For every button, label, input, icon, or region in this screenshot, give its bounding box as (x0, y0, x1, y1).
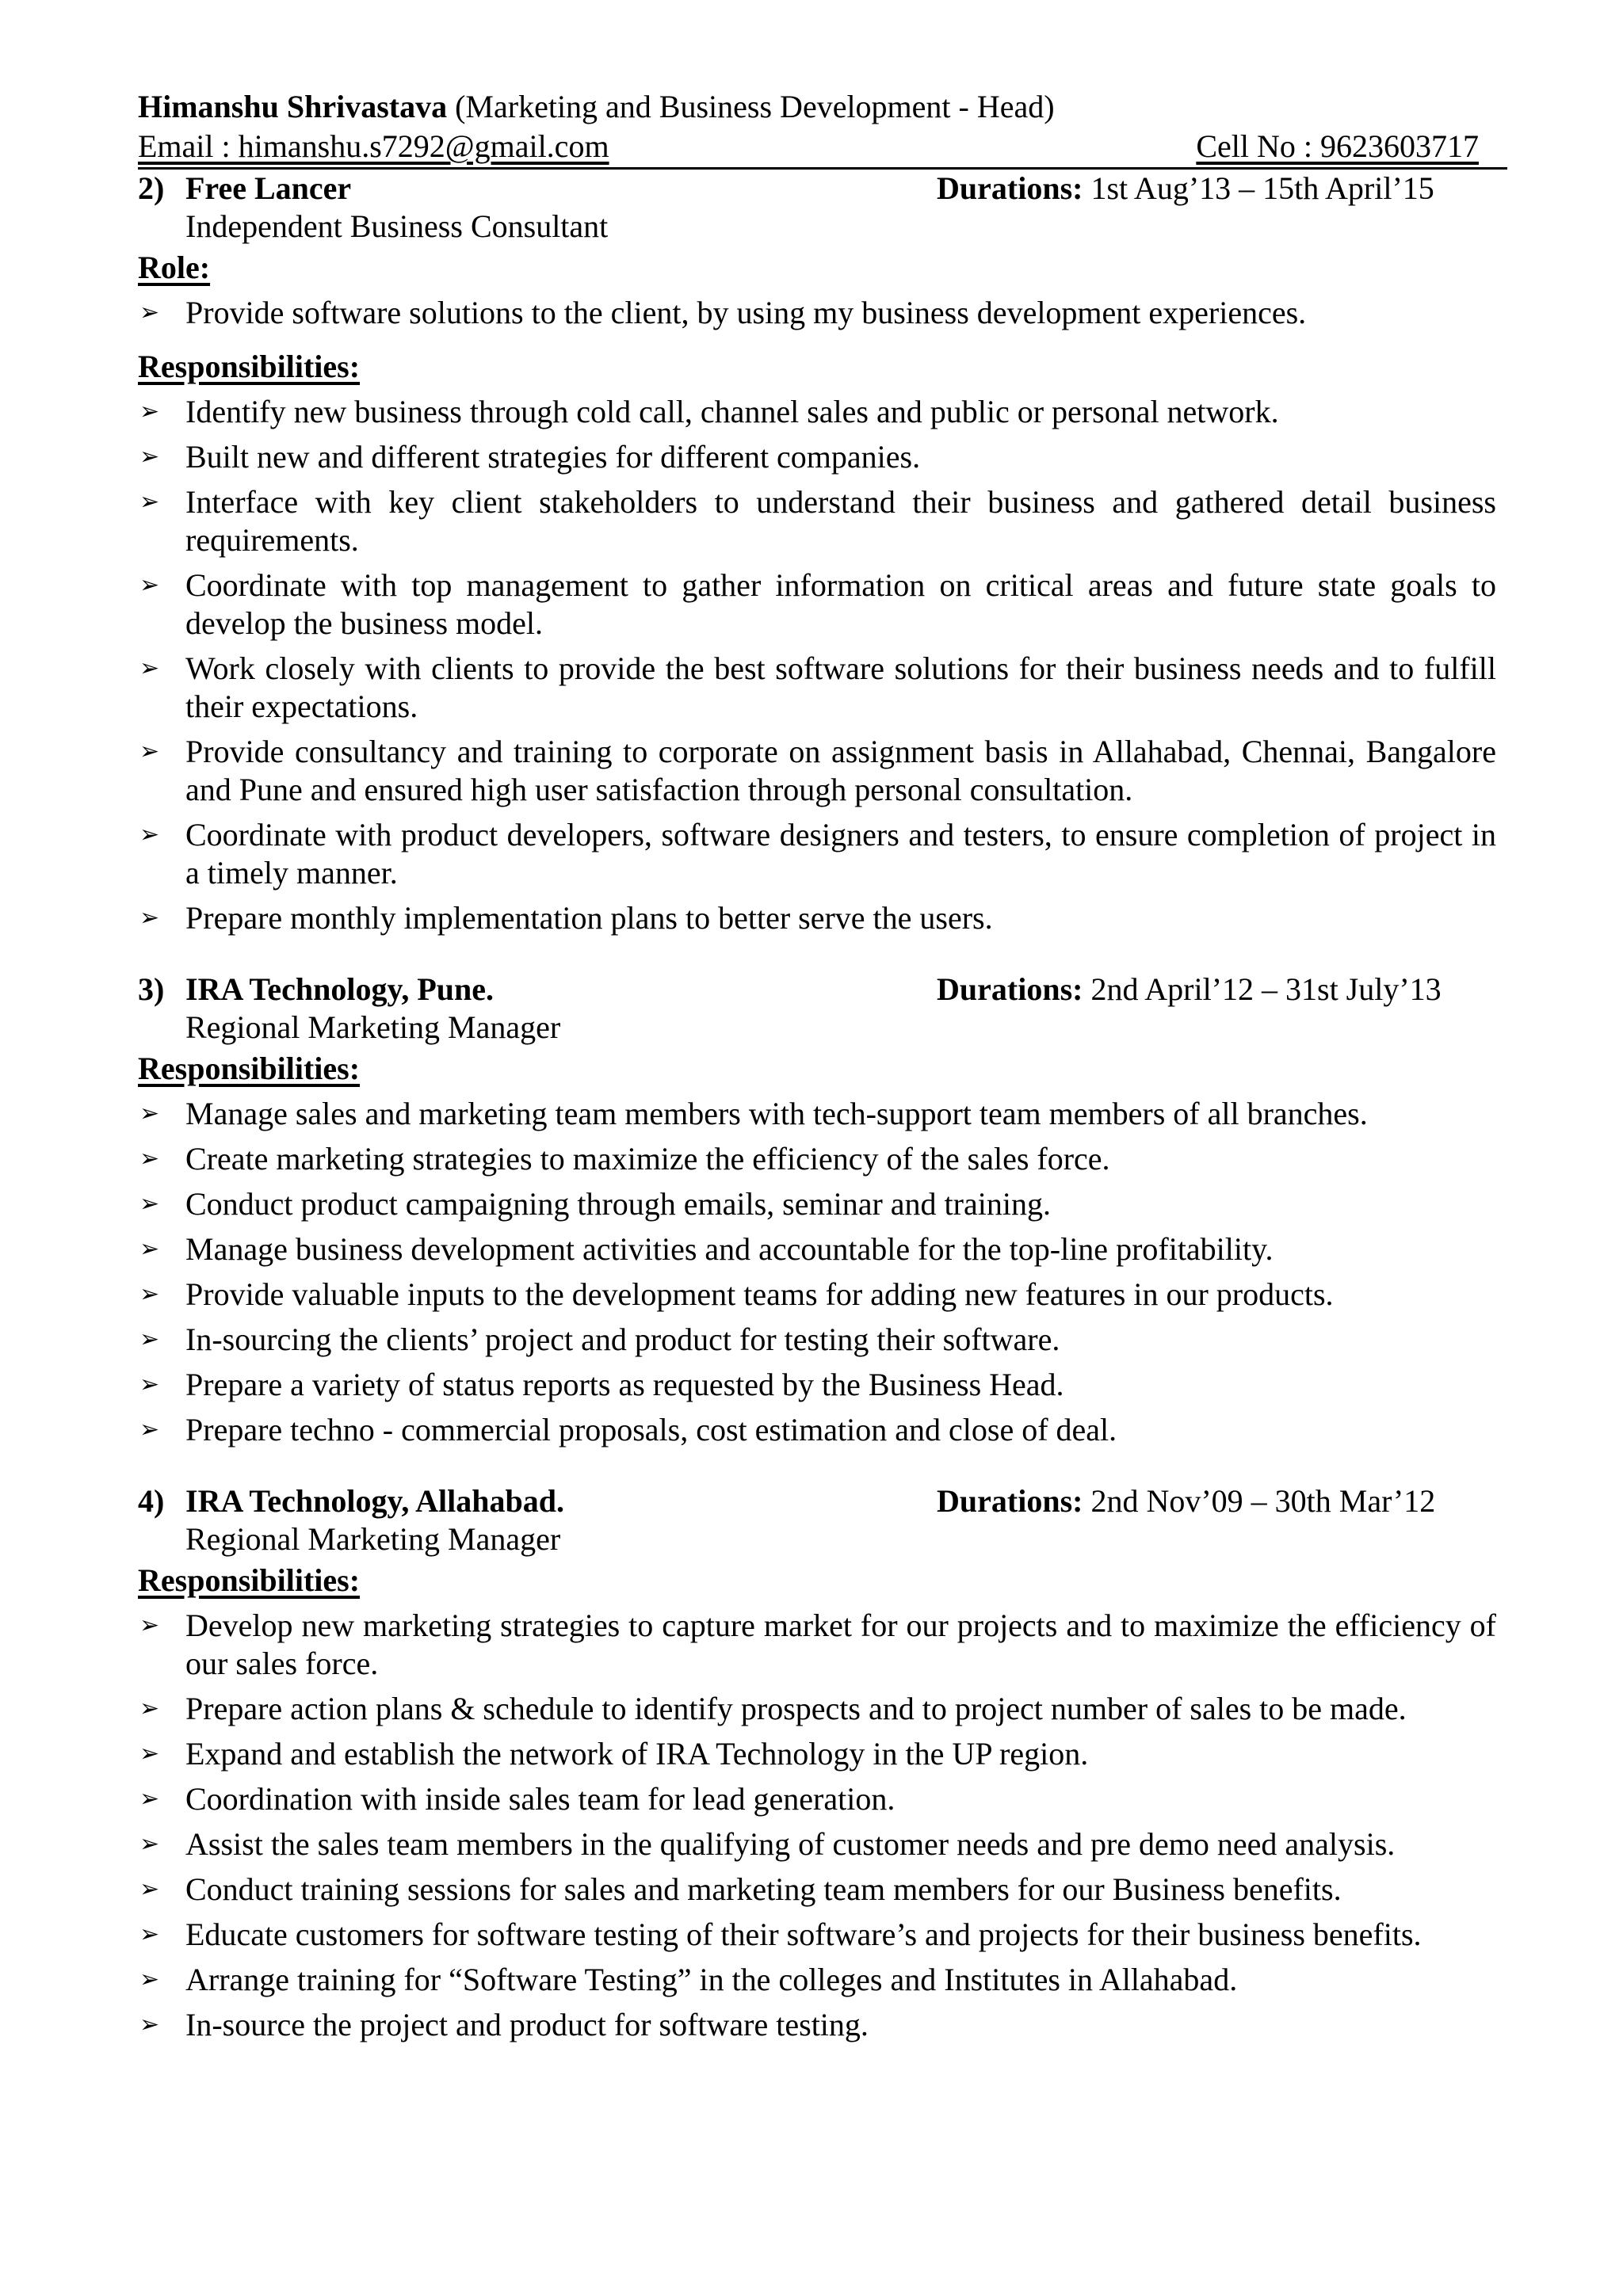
list-item: ➢ Arrange training for “Software Testing” in the colleges and Institutes in Allahabad. (138, 1961, 1496, 1999)
section-heading (138, 971, 1496, 1009)
responsibilities-heading: Responsibilities: (138, 1051, 361, 1086)
list-item: ➢ Manage business development activities and accountable for the top-line profitability. (138, 1230, 1496, 1268)
duration (937, 1482, 1435, 1520)
list-item: ➢ Provide consultancy and training to corporate on assignment basis in Allahabad, Chennai, Bangalore and Pune and ensured high user satisfaction through personal consultation. (138, 733, 1496, 809)
list-item: ➢ Educate customers for software testing of their software’s and projects for their business benefits. (138, 1916, 1496, 1954)
contact-line (138, 128, 1507, 170)
section-heading (138, 1482, 1496, 1520)
resume-header (138, 86, 1496, 128)
role-heading: Role: (138, 250, 211, 285)
list-item: ➢ Assist the sales team members in the qualifying of customer needs and pre demo need analysis. (138, 1825, 1496, 1863)
duration-label: Durations: (937, 971, 1083, 1007)
position-title: Regional Marketing Manager (185, 1009, 561, 1045)
organization-name: Free Lancer (185, 170, 352, 206)
resume-page (138, 86, 1496, 2044)
organization-name: IRA Technology, Pune. (185, 971, 495, 1007)
list-item: ➢ Provide software solutions to the client, by using my business development experiences. (138, 294, 1496, 332)
section-number: 3) (138, 971, 165, 1007)
list-item: ➢ Conduct product campaigning through emails, seminar and training. (138, 1185, 1496, 1223)
list-item: ➢ Prepare action plans & schedule to identify prospects and to project number of sales to be made. (138, 1690, 1496, 1728)
section-heading (138, 170, 1496, 208)
duration-value: 2nd April’12 – 31st July’13 (1090, 971, 1442, 1007)
duration-value: 2nd Nov’09 – 30th Mar’12 (1090, 1483, 1436, 1519)
list-item: ➢ Prepare techno - commercial proposals, cost estimation and close of deal. (138, 1411, 1496, 1449)
list-item: ➢ Prepare a variety of status reports as requested by the Business Head. (138, 1366, 1496, 1404)
list-item: ➢ In-sourcing the clients’ project and product for testing their software. (138, 1321, 1496, 1359)
organization-name: IRA Technology, Allahabad. (185, 1483, 564, 1519)
list-item: ➢ Coordination with inside sales team for lead generation. (138, 1780, 1496, 1818)
experience-ira-allahabad (138, 1482, 1496, 2044)
duration-value: 1st Aug’13 – 15th April’15 (1090, 170, 1434, 206)
section-number: 2) (138, 170, 165, 206)
list-item: ➢ Manage sales and marketing team members with tech-support team members of all branches. (138, 1095, 1496, 1133)
duration-label: Durations: (937, 170, 1083, 206)
list-item: ➢ Coordinate with product developers, software designers and testers, to ensure completion of project in a timely manner. (138, 816, 1496, 892)
section-number: 4) (138, 1483, 165, 1519)
position-title: Independent Business Consultant (185, 208, 609, 244)
role-list (138, 294, 1496, 332)
list-item: ➢ Identify new business through cold call, channel sales and public or personal network. (138, 393, 1496, 431)
list-item: ➢ Work closely with clients to provide the best software solutions for their business needs and to fulfill their expectations. (138, 650, 1496, 726)
email-text: Email : himanshu.s7292@gmail.com (138, 128, 609, 164)
list-item: ➢ Conduct training sessions for sales and marketing team members for our Business benefits. (138, 1871, 1496, 1909)
list-item: ➢ Coordinate with top management to gather information on critical areas and future state goals to develop the business model. (138, 566, 1496, 643)
list-item: ➢ Prepare monthly implementation plans to better serve the users. (138, 899, 1496, 937)
list-item: ➢ Create marketing strategies to maximize the efficiency of the sales force. (138, 1140, 1496, 1178)
spacer (138, 937, 1496, 971)
position-title: Regional Marketing Manager (185, 1521, 561, 1557)
spacer (138, 1449, 1496, 1482)
responsibilities-list (138, 1607, 1496, 2044)
responsibilities-heading: Responsibilities: (138, 1562, 361, 1598)
duration (937, 170, 1434, 208)
list-item: ➢ Interface with key client stakeholders to understand their business and gathered detail business requirements. (138, 483, 1496, 559)
experience-freelancer (138, 170, 1496, 937)
duration (937, 971, 1442, 1009)
list-item: ➢ Provide valuable inputs to the development teams for adding new features in our products. (138, 1276, 1496, 1314)
experience-ira-pune (138, 971, 1496, 1449)
candidate-title: (Marketing and Business Development - Head) (455, 89, 1055, 124)
duration-label: Durations: (937, 1483, 1083, 1519)
list-item: ➢ Built new and different strategies for different companies. (138, 438, 1496, 476)
list-item: ➢ Develop new marketing strategies to capture market for our projects and to maximize the efficiency of our sales force. (138, 1607, 1496, 1683)
responsibilities-heading: Responsibilities: (138, 349, 361, 384)
list-item: ➢ Expand and establish the network of IRA Technology in the UP region. (138, 1735, 1496, 1773)
responsibilities-list (138, 1095, 1496, 1449)
responsibilities-list (138, 393, 1496, 937)
candidate-name: Himanshu Shrivastava (138, 89, 448, 124)
cell-text: Cell No : 9623603717 (1196, 128, 1479, 164)
list-item: ➢ In-source the project and product for software testing. (138, 2006, 1496, 2044)
